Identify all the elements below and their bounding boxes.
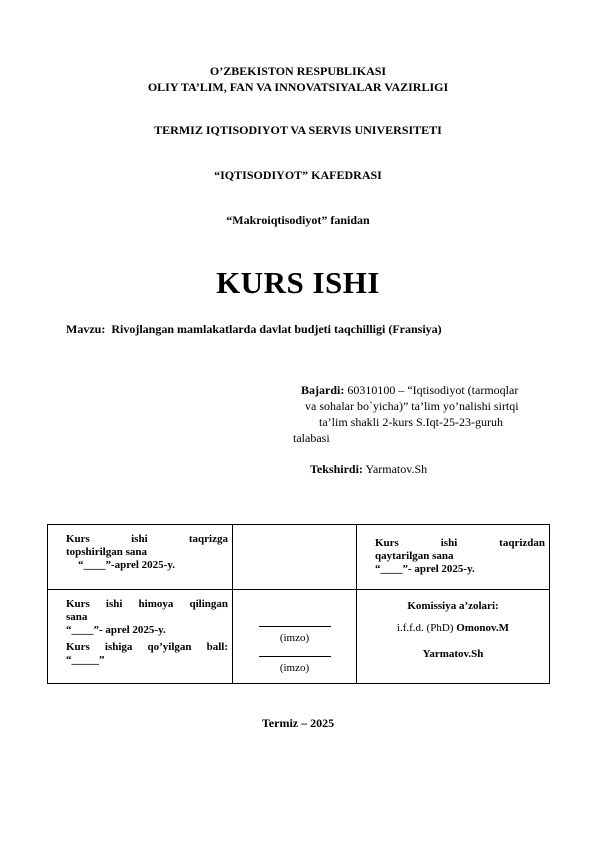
topic-line xyxy=(66,322,442,337)
info-table xyxy=(47,524,550,684)
document-title: KURS ISHI xyxy=(216,265,380,300)
performer-line-4: talabasi xyxy=(293,431,330,445)
performer-line-1: 60310100 – “Iqtisodiyot (tarmoqlar xyxy=(347,383,519,397)
performer-line-2: va sohalar bo`yicha)” ta’lim yo’nalishi sirtqi xyxy=(305,399,519,413)
signature-caption: (imzo) xyxy=(279,662,310,674)
signature-line xyxy=(259,655,331,657)
subject-name: “Makroiqtisodiyot” fanidan xyxy=(226,213,370,227)
cell-text: “____”-aprel 2025-y. xyxy=(78,559,175,571)
cell-text: topshirilgan sana xyxy=(66,546,147,558)
cell-text: Kurs ishi himoya qilingan xyxy=(66,598,228,610)
performer-line-3: ta’lim shakli 2-kurs S.Iqt-25-23-guruh xyxy=(319,415,503,429)
topic-text: Rivojlangan mamlakatlarda davlat budjeti taqchilligi (Fransiya) xyxy=(111,322,442,336)
checker-line xyxy=(310,462,427,477)
cell-text: “____”- aprel 2025-y. xyxy=(66,624,166,636)
cell-text: Kurs ishi taqrizga xyxy=(66,533,228,545)
signature-caption: (imzo) xyxy=(279,632,310,644)
commission-member-1 xyxy=(357,622,549,634)
submission-date-cell xyxy=(48,525,233,590)
university-name: TERMIZ IQTISODIYOT VA SERVIS UNIVERSITETI xyxy=(154,123,442,137)
cell-text: Kurs ishiga qo’yilgan ball: xyxy=(66,641,228,653)
cell-text: “_____” xyxy=(66,654,105,666)
member-name: Omonov.M xyxy=(456,622,510,634)
checker-name: Yarmatov.Sh xyxy=(365,462,428,476)
topic-label: Mavzu: xyxy=(66,322,106,336)
performer-block xyxy=(293,382,563,446)
commission-title: Komissiya a’zolari: xyxy=(407,600,499,612)
cell-text: qaytarilgan sana xyxy=(375,550,454,562)
commission-cell xyxy=(357,590,550,684)
performer-label: Bajardi: xyxy=(301,383,345,397)
return-date-cell xyxy=(357,525,550,590)
signature-cell xyxy=(233,590,357,684)
table-row xyxy=(48,525,550,590)
ministry-line-1: O’ZBEKISTON RESPUBLIKASI xyxy=(209,64,387,78)
ministry-line-2: OLIY TA’LIM, FAN VA INNOVATSIYALAR VAZIRLIGI xyxy=(147,80,449,94)
member-degree: i.f.f.d. (PhD) xyxy=(396,622,454,634)
cell-text: “____”- aprel 2025-y. xyxy=(375,563,475,575)
cell-text: sana xyxy=(66,611,88,623)
signature-line xyxy=(259,625,331,627)
defense-cell xyxy=(48,590,233,684)
department-name: “IQTISODIYOT” KAFEDRASI xyxy=(214,168,382,182)
empty-cell xyxy=(233,525,357,590)
checker-label: Tekshirdi: xyxy=(310,462,363,476)
cell-text: Kurs ishi taqrizdan xyxy=(375,537,545,549)
commission-member-2: Yarmatov.Sh xyxy=(422,648,484,660)
table-row xyxy=(48,590,550,684)
footer-city-year: Termiz – 2025 xyxy=(261,716,335,730)
